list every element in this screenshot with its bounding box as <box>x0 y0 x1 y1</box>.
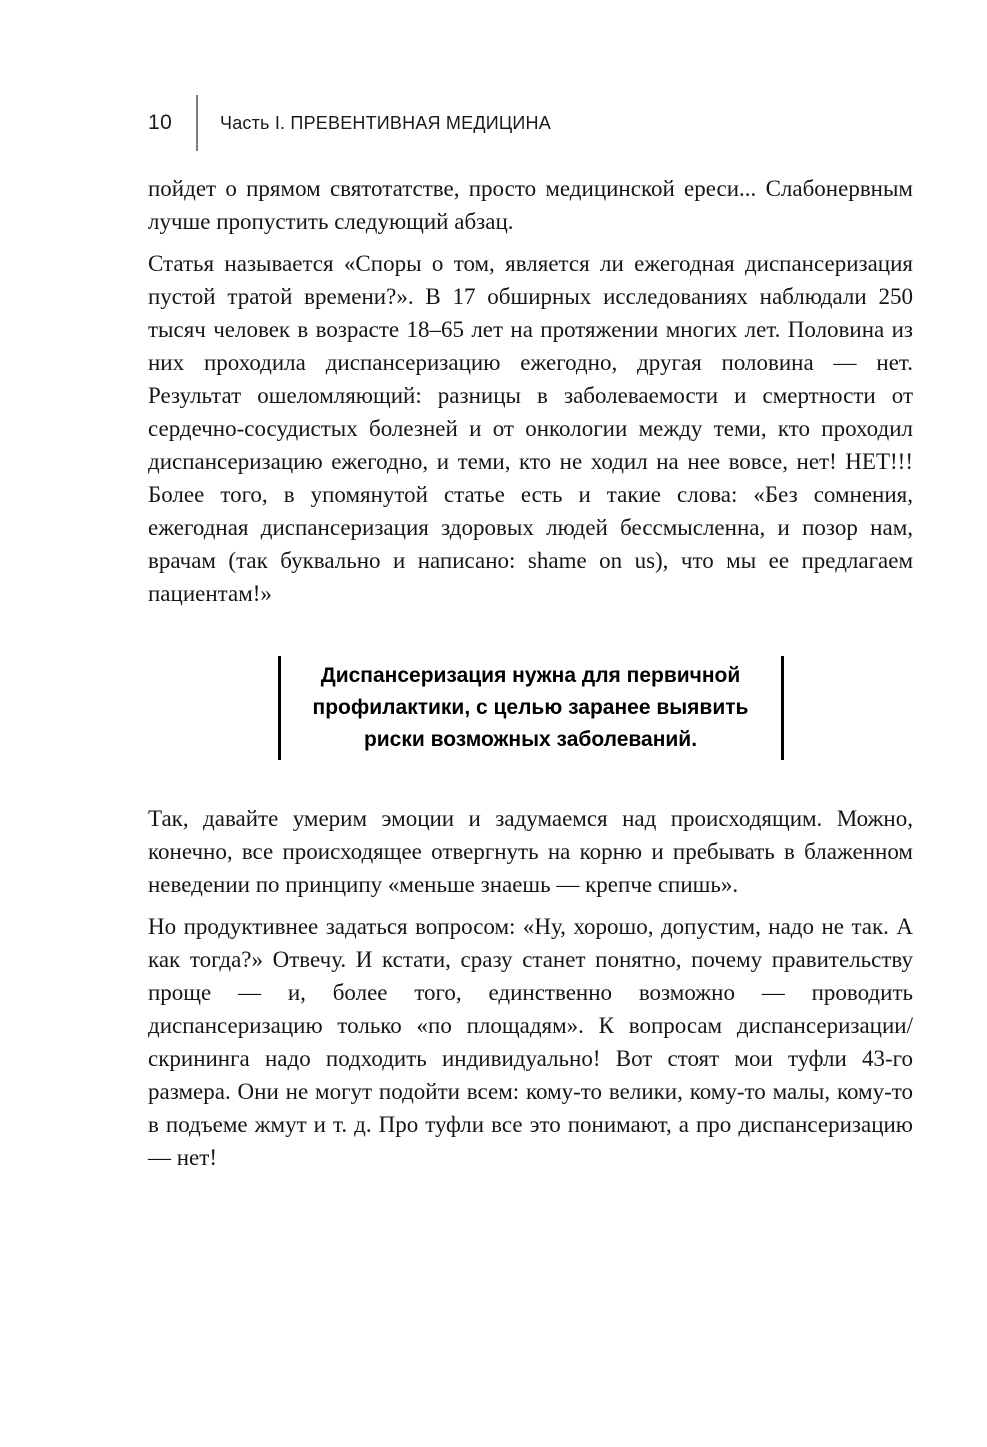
paragraph-study: Статья называется «Споры о том, является ли ежегодная диспансеризация пустой тратой времени?». В 17 обширных исследованиях наблюдали 250 тысяч человек в возрасте 18–65 лет на протяжении многих лет. Половина из них проходила диспансеризацию ежегодно, другая половина — нет. Результат ошеломляющий: разницы в заболеваемости и смертности от сердечно-сосудистых болезней и от онкологии между теми, кто проходил диспансеризацию ежегодно, и теми, кто не ходил на нее вовсе, нет! НЕТ!!! Более того, в упомянутой статье есть и такие слова: «Без сомнения, ежегодная диспансеризация здоровых людей бессмысленна, и позор нам, врачам (так буквально и написано: shame on us), что мы ее предлагаем пациентам!» <box>148 251 913 606</box>
running-header <box>148 95 913 151</box>
header-divider-rule <box>196 95 198 151</box>
paragraph-continuation: пойдет о прямом святотатстве, просто медицинской ереси... Слабонервным лучше пропустить следующий абзац. <box>148 176 913 234</box>
paragraph-shoes: Но продуктивнее задаться вопросом: «Ну, хорошо, допустим, надо не так. А как тогда?» Отвечу. И кстати, сразу станет понятно, почему правительству проще — и, более того, единственно возможно — проводить диспансеризацию только «по площадям». К вопросам диспансеризации/скрининга надо подходить индивидуально! Вот стоят мои туфли 43-го размера. Они не могут подойти всем: кому-то велики, кому-то малы, кому-то в подъеме жмут и т. д. Про туфли все это понимают, а про диспансеризацию — нет! <box>148 914 913 1170</box>
page-number: 10 <box>148 111 173 134</box>
paragraph-emotions: Так, давайте умерим эмоции и задумаемся над происходящим. Можно, конечно, все происходящее отвергнуть на корню и пребывать в блаженном неведении по принципу «меньше знаешь — крепче спишь». <box>148 806 913 897</box>
running-title: Часть I. ПРЕВЕНТИВНАЯ МЕДИЦИНА <box>220 112 551 133</box>
callout-box <box>278 656 784 760</box>
page-body <box>148 172 913 1174</box>
callout-text: Диспансеризация нужна для первичной профилактики, с целью заранее выявить риски возможных заболеваний. <box>312 664 749 751</box>
